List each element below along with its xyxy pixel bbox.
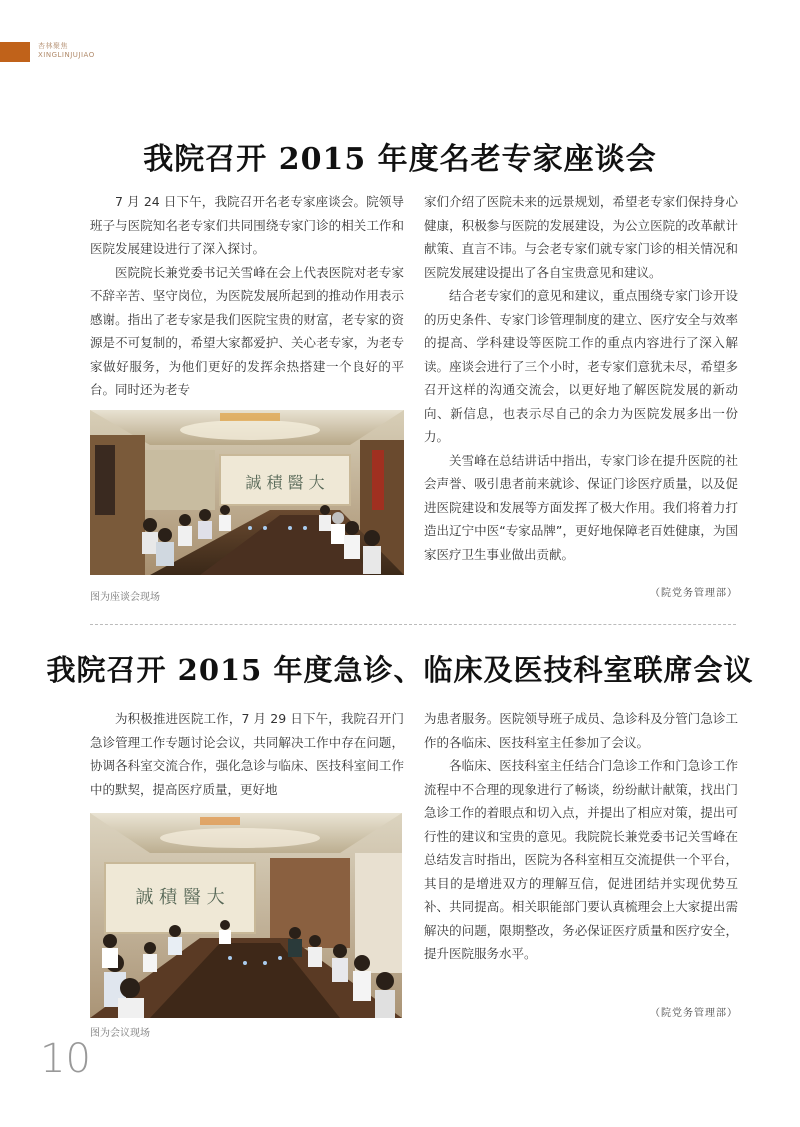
header-color-bar (0, 42, 30, 62)
article1-photo-caption: 图为座谈会现场 (90, 592, 160, 603)
article1-photo (90, 410, 404, 575)
article2-title: 我院召开 2015 年度急诊、临床及医技科室联席会议 (46, 653, 754, 687)
section-header-en: XINGLINJUJIAO (38, 51, 95, 59)
article2-photo (90, 813, 402, 1018)
article2-paragraph: 为积极推进医院工作，7 月 29 日下午，我院召开门急诊管理工作专题讨论会议，共同解决工作中存在问题，协调各科室交流合作，强化急诊与临床、医技科室间工作中的默契，提高医疗质量，更好地 (90, 711, 404, 797)
svg-text:誠 積 醫 大: 誠 積 醫 大 (135, 887, 225, 908)
article1-signature: （院党务管理部） (650, 588, 738, 599)
section-header (38, 42, 95, 60)
article2-signature: （院党务管理部） (650, 1008, 738, 1019)
section-header-cn: 杏林聚焦 (38, 42, 68, 50)
article1-paragraph: 结合老专家们的意见和建议，重点围绕专家门诊开设的历史条件、专家门诊管理制度的建立、医疗安全与效率的提高、学科建设等医院工作的重点内容进行了深入解读。座谈会进行了三个小时，老专家们意犹未尽，希望多召开这样的沟通交流会，以更好地了解医院发展的新动向、新信息，也表示尽自己的余力为医院发展多出一份力。 (424, 288, 738, 444)
article1-paragraph: 医院院长兼党委书记关雪峰在会上代表医院对老专家不辞辛苦、坚守岗位，为医院发展所起到的推动作用表示感谢。指出了老专家是我们医院宝贵的财富，老专家的资源是不可复制的，希望大家都爱护、关心老专家，为老专家做好服务，为他们更好的发挥余热搭建一个良好的平台。同时还为老专 (90, 264, 404, 397)
article-divider (90, 624, 736, 625)
article1-paragraph: 家们介绍了医院未来的远景规划，希望老专家们保持身心健康，积极参与医院的发展建设，为公立医院的改革献计献策、直言不讳。与会老专家们就专家门诊的相关情况和医院发展建设提出了各自宝贵意见和建议。 (424, 194, 738, 280)
article2-paragraph: 为患者服务。医院领导班子成员、急诊科及分管门急诊工作的各临床、医技科室主任参加了会议。 (424, 711, 738, 750)
article1-paragraph: 7 月 24 日下午，我院召开名老专家座谈会。院领导班子与医院知名老专家们共同围绕专家门诊的相关工作和医院发展建设进行了深入探讨。 (90, 194, 404, 256)
article2-right-column (424, 707, 738, 966)
article1-left-column (90, 190, 404, 402)
page-number: 10 (40, 1036, 91, 1082)
article2-paragraph: 各临床、医技科室主任结合门急诊工作和门急诊工作流程中不合理的现象进行了畅谈，纷纷献计献策，找出门急诊工作的着眼点和切入点，并提出了相应对策，提出可行性的建议和宝贵的意见。我院院长兼党委书记关雪峰在总结发言时指出，医院为各科室相互交流提供一个平台，其目的是增进双方的理解互信，促进团结并实现优势互补、共同提高。相关职能部门要认真梳理会上大家提出需解决的问题，限期整改，务必保证医疗质量和医疗安全，提升医院服务水平。 (424, 758, 738, 961)
svg-text:誠 積 醫 大: 誠 積 醫 大 (245, 473, 325, 492)
article2-photo-caption: 图为会议现场 (90, 1028, 150, 1039)
article1-title: 我院召开 2015 年度名老专家座谈会 (143, 142, 657, 177)
article2-left-column (90, 707, 404, 801)
meeting-room-photo-2 (90, 813, 402, 1018)
article1-paragraph: 关雪峰在总结讲话中指出，专家门诊在提升医院的社会声誉、吸引患者前来就诊、保证门诊医疗质量，以及促进医院建设和发展等方面发挥了极大作用。我们将着力打造出辽宁中医“专家品牌”，更好地保障老百姓健康，为国家医疗卫生事业做出贡献。 (424, 452, 738, 562)
article1-right-column (424, 190, 738, 566)
meeting-room-photo-1 (90, 410, 404, 575)
